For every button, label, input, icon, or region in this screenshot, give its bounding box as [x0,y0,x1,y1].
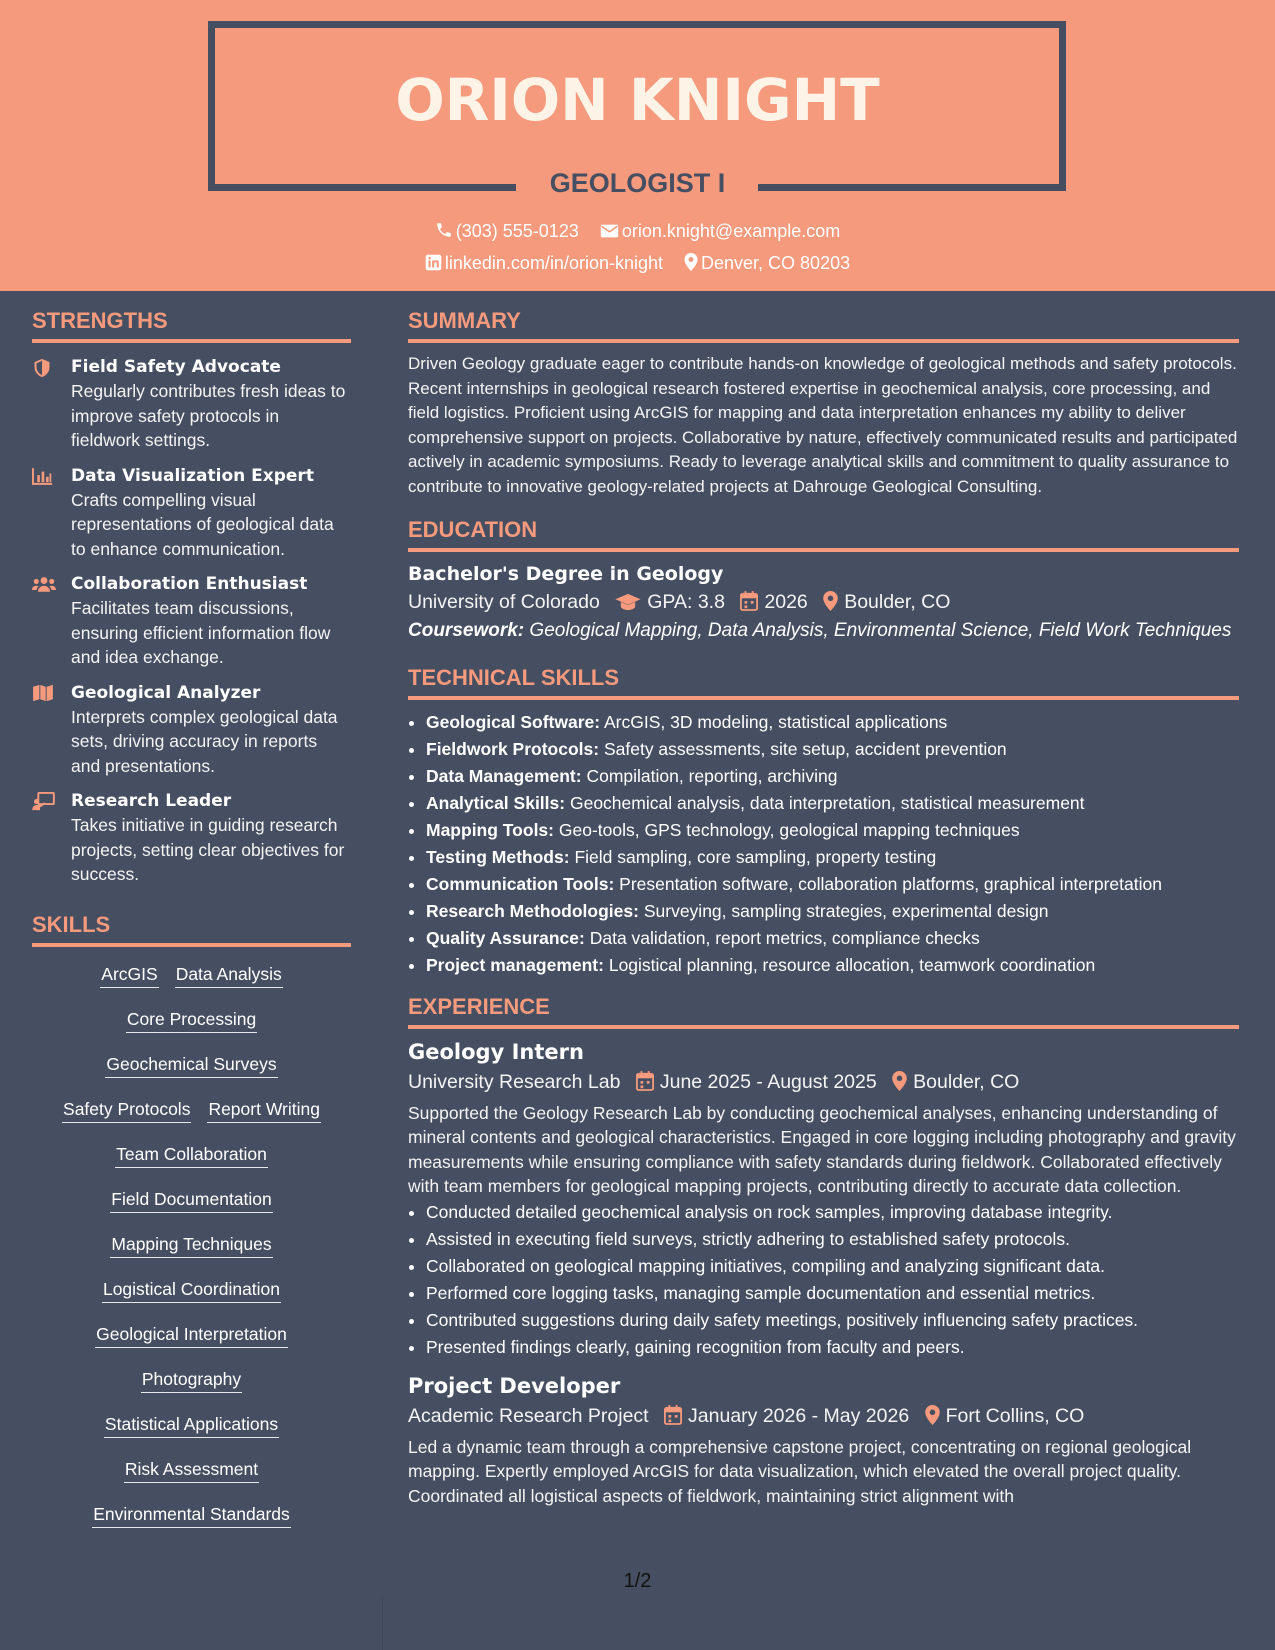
job-org: Academic Research Project [408,1404,649,1427]
technical-skills-list [408,709,1239,979]
skill-tag: Mapping Techniques [110,1231,272,1258]
email-contact[interactable] [600,219,840,243]
degree-title: Bachelor's Degree in Geology [408,563,724,585]
skill-tag: Risk Assessment [124,1456,259,1483]
strength-title: Research Leader [71,791,232,811]
users-icon [32,575,56,593]
skills-title: SKILLS [32,911,351,947]
strength-title: Field Safety Advocate [71,357,281,377]
map-pin-icon [892,1071,907,1091]
coursework-list: Geological Mapping, Data Analysis, Environmental Science, Field Work Techniques [529,620,1232,641]
job-org: University Research Lab [408,1070,621,1093]
skill-tag: Geological Interpretation [95,1321,288,1348]
candidate-role: GEOLOGIST I [549,168,726,198]
calendar-icon [740,591,758,611]
job-description: Led a dynamic team through a comprehensive capstone project, concentrating on regional geological mapping. Expertly employed ArcGIS for data visualization, which elevated the overall project quality. Coordinated all logistical aspects of fieldwork, maintaining strict alignment with [408,1436,1192,1506]
location-text: Denver, CO 80203 [701,253,851,273]
skill-tag: Photography [141,1366,242,1393]
strength-item [32,789,351,887]
list-item: • Presented findings clearly, gaining recognition from faculty and peers. [426,1334,1239,1361]
experience-title: EXPERIENCE [408,993,1239,1029]
list-item: • Performed core logging tasks, managing sample documentation and essential metrics. [426,1280,1239,1307]
job-dates: June 2025 - August 2025 [659,1070,877,1093]
coursework-label: Coursework: [408,620,525,641]
strength-desc: Regularly contributes fresh ideas to improve safety protocols in fieldwork settings. [71,381,346,450]
list-item: • Geological Software: ArcGIS, 3D modeling, statistical applications [426,709,1239,736]
list-item: • Communication Tools: Presentation software, collaboration platforms, graphical interpretation [426,871,1239,898]
map-pin-icon [823,591,838,611]
list-item: • Contributed suggestions during daily safety meetings, positively influencing safety practices. [426,1307,1239,1334]
summary-title: SUMMARY [408,307,1239,343]
strength-item [32,464,351,562]
linkedin-icon [425,254,442,271]
education-title: EDUCATION [408,516,1239,552]
phone-text: (303) 555-0123 [455,221,579,241]
list-item: • Fieldwork Protocols: Safety assessments, site setup, accident prevention [426,736,1239,763]
linkedin-text[interactable]: linkedin.com/in/orion-knight [444,253,663,273]
skill-tag: Safety Protocols [62,1096,191,1123]
page-number: 1/2 [623,1570,652,1592]
left-column [32,291,351,1546]
list-item: • Analytical Skills: Geochemical analysis, data interpretation, statistical measurement [426,790,1239,817]
list-item: • Mapping Tools: Geo-tools, GPS technology, geological mapping techniques [426,817,1239,844]
strength-desc: Interprets complex geological data sets, driving accuracy in reports and presentations. [71,706,338,776]
gpa: GPA: 3.8 [647,591,725,613]
presenter-icon [32,792,55,811]
job-description: Supported the Geology Research Lab by conducting geochemical analyses, enhancing understanding of mineral contents and geological characteristics. Engaged in core logging including photography and gravity measurements while ensuring compliance with safety standards during fieldwork. Collaborated effectively with team members for geological mapping projects, contributing directly to accurate data collection. [408,1102,1236,1196]
contact-row-2 [0,251,1275,275]
skill-tag: ArcGIS [100,961,158,988]
strength-desc: Crafts compelling visual representations of geological data to enhance communication. [71,489,334,559]
skill-tag: Field Documentation [110,1186,273,1213]
phone-contact [435,219,579,243]
phone-icon [435,221,453,239]
strength-desc: Takes initiative in guiding research projects, setting clear objectives for success. [71,815,345,884]
job-bullets [408,1199,1239,1361]
linkedin-contact[interactable] [425,251,663,275]
skills-list [32,961,351,1546]
strength-title: Data Visualization Expert [71,465,314,486]
list-item: • Assisted in executing field surveys, strictly adhering to established safety protocols. [426,1226,1239,1253]
job-meta [408,1401,1239,1431]
coursework [408,619,1239,644]
strength-desc: Facilitates team discussions, ensuring efficient information flow and idea exchange. [71,598,331,667]
map-icon [32,684,54,702]
school-name: University of Colorado [408,591,600,613]
list-item: • Testing Methods: Field sampling, core sampling, property testing [426,844,1239,871]
calendar-icon [664,1405,682,1425]
list-item: • Quality Assurance: Data validation, report metrics, compliance checks [426,925,1239,952]
email-text[interactable]: orion.knight@example.com [621,221,841,241]
job-meta [408,1067,1239,1097]
strength-title: Collaboration Enthusiast [71,574,308,594]
summary-text: Driven Geology graduate eager to contribute hands-on knowledge of geological methods and safety protocols. Recent internships in geological research fostered expertise in geochemical analysis, core processing, and field logistics. Proficient using ArcGIS for mapping and data interpretation enhances my ability to deliver comprehensive support on projects. Collaborative by nature, effectively communicated results and participated actively in academic symposiums. Ready to leverage analytical skills and commitment to quality assurance to contribute to innovative geology-related projects at Dahrouge Geological Consulting. [408,354,1238,496]
school-location: Boulder, CO [844,591,951,613]
job-location: Boulder, CO [913,1070,1020,1093]
technical-skills-title: TECHNICAL SKILLS [408,664,1239,700]
strength-item [32,572,351,670]
job-title: Project Developer [408,1373,621,1398]
strength-item [32,355,351,453]
strength-item [32,681,351,779]
right-column [408,291,1239,1508]
map-pin-icon [925,1405,940,1425]
list-item: • Project management: Logistical planning, resource allocation, teamwork coordination [426,952,1239,979]
skill-tag: Environmental Standards [92,1501,291,1528]
skill-tag: Team Collaboration [115,1141,268,1168]
skill-tag: Report Writing [207,1096,321,1123]
candidate-name: ORION KNIGHT [395,66,880,134]
list-item: • Collaborated on geological mapping initiatives, compiling and analyzing significant data. [426,1253,1239,1280]
job-location: Fort Collins, CO [945,1404,1085,1427]
map-pin-icon [684,253,698,271]
job-title: Geology Intern [408,1039,584,1064]
skill-tag: Statistical Applications [104,1411,279,1438]
list-item: • Research Methodologies: Surveying, sampling strategies, experimental design [426,898,1239,925]
job-dates: January 2026 - May 2026 [688,1404,910,1427]
list-item: • Conducted detailed geochemical analysis on rock samples, improving database integrity. [426,1199,1239,1226]
graduation-cap-icon [615,593,641,611]
strengths-title: STRENGTHS [32,307,351,343]
chart-icon [32,467,53,485]
location-contact [684,251,850,275]
envelope-icon [600,223,619,239]
education-meta [408,587,1239,617]
contact-row-1 [0,219,1275,243]
grad-year: 2026 [764,591,808,613]
skill-tag: Data Analysis [175,961,283,988]
column-divider [382,1597,383,1650]
skill-tag: Geochemical Surveys [105,1051,277,1078]
skill-tag: Logistical Coordination [102,1276,281,1303]
skill-tag: Core Processing [126,1006,257,1033]
strength-title: Geological Analyzer [71,682,261,703]
shield-icon [32,358,52,378]
calendar-icon [636,1071,654,1091]
list-item: • Data Management: Compilation, reporting, archiving [426,763,1239,790]
